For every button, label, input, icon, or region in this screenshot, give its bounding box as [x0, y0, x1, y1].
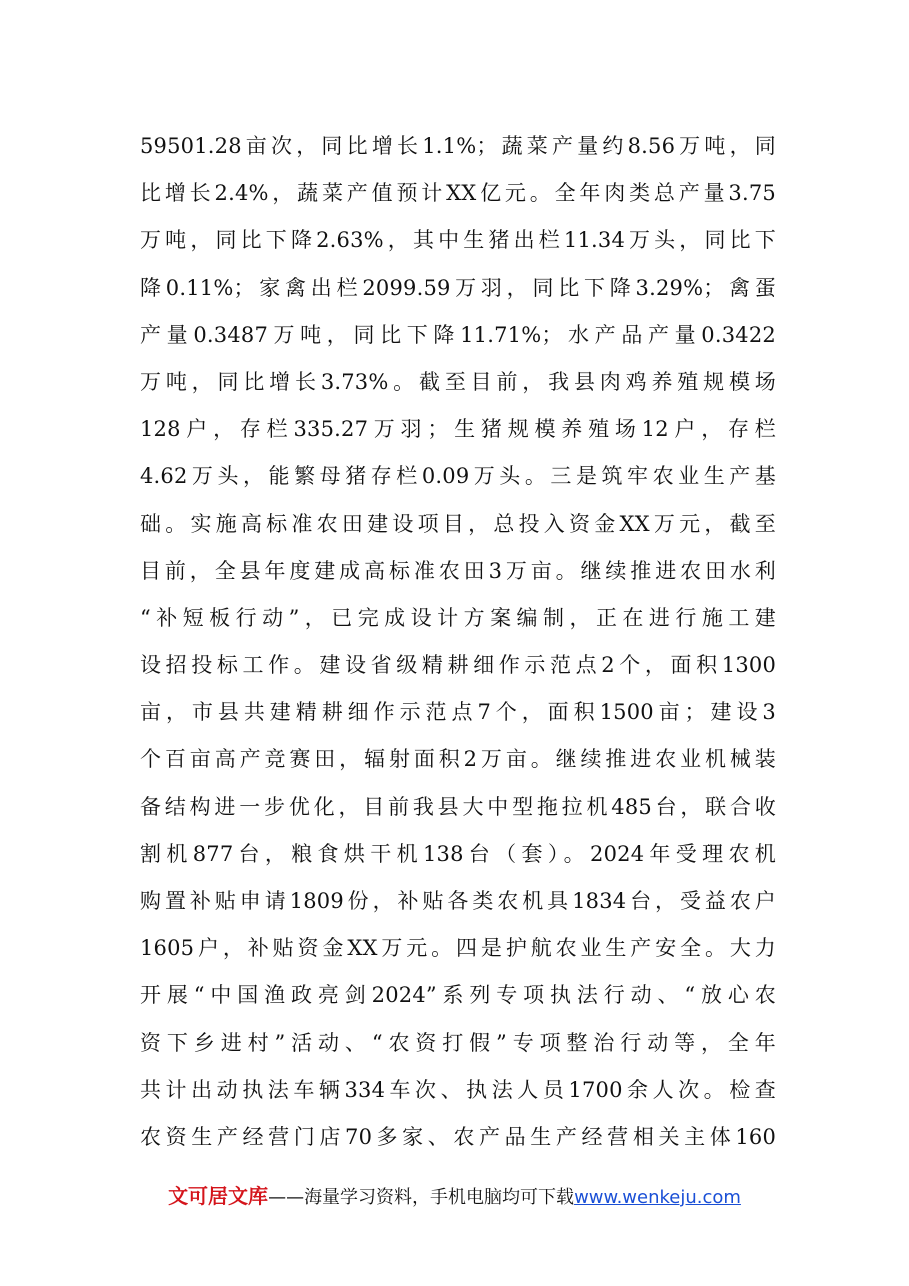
text-line: 农资生产经营门店70多家、农产品生产经营相关主体160: [140, 1124, 776, 1149]
body-text: [140, 123, 776, 1161]
text-line: 备结构进一步优化，目前我县大中型拖拉机485台，联合收: [140, 794, 776, 819]
text-line: 设招投标工作。建设省级精耕细作示范点2个，面积1300: [140, 653, 776, 678]
footer-banner: [0, 1180, 909, 1209]
text-line: 降0.11%；家禽出栏2099.59万羽，同比下降3.29%；禽蛋: [140, 275, 776, 300]
text-line: 割机877台，粮食烘干机138台（套）。2024年受理农机: [140, 841, 776, 866]
text-line: 共计出动执法车辆334车次、执法人员1700余人次。检查: [140, 1077, 776, 1102]
text-line: 开展“中国渔政亮剑2024”系列专项执法行动、“放心农: [140, 983, 776, 1008]
text-line: 4.62万头，能繁母猪存栏0.09万头。三是筑牢农业生产基: [140, 464, 776, 489]
text-line: 万吨，同比下降2.63%，其中生猪出栏11.34万头，同比下: [140, 228, 776, 253]
text-line: 个百亩高产竞赛田，辐射面积2万亩。继续推进农业机械装: [140, 747, 776, 772]
text-line: 购置补贴申请1809份，补贴各类农机具1834台，受益农户: [140, 889, 776, 913]
text-line: 1605户，补贴资金XX万元。四是护航农业生产安全。大力: [140, 936, 776, 961]
text-line: 万吨，同比增长3.73%。截至目前，我县肉鸡养殖规模场: [140, 369, 776, 394]
text-line: 础。实施高标准农田建设项目，总投入资金XX万元，截至: [140, 511, 776, 536]
footer-tagline: ——海量学习资料，手机电脑均可下载: [268, 1187, 575, 1208]
text-line: 资下乡进村”活动、“农资打假”专项整治行动等，全年: [140, 1030, 776, 1055]
text-line: 目前，全县年度建成高标准农田3万亩。继续推进农田水利: [140, 558, 776, 583]
text-line: 59501.28亩次，同比增长1.1%；蔬菜产量约8.56万吨，同: [140, 134, 776, 158]
text-line: 比增长2.4%，蔬菜产值预计XX亿元。全年肉类总产量3.75: [140, 181, 776, 206]
text-line: 128户，存栏335.27万羽；生猪规模养殖场12户，存栏: [140, 417, 776, 442]
brand-name: 文可居文库: [168, 1184, 269, 1208]
text-line: 产量0.3487万吨，同比下降11.71%；水产品产量0.3422: [140, 322, 776, 347]
website-link[interactable]: www.wenkeju.com: [574, 1187, 741, 1208]
text-line: 亩，市县共建精耕细作示范点7个，面积1500亩；建设3: [140, 700, 776, 725]
text-line: “补短板行动”，已完成设计方案编制，正在进行施工建: [140, 605, 776, 630]
